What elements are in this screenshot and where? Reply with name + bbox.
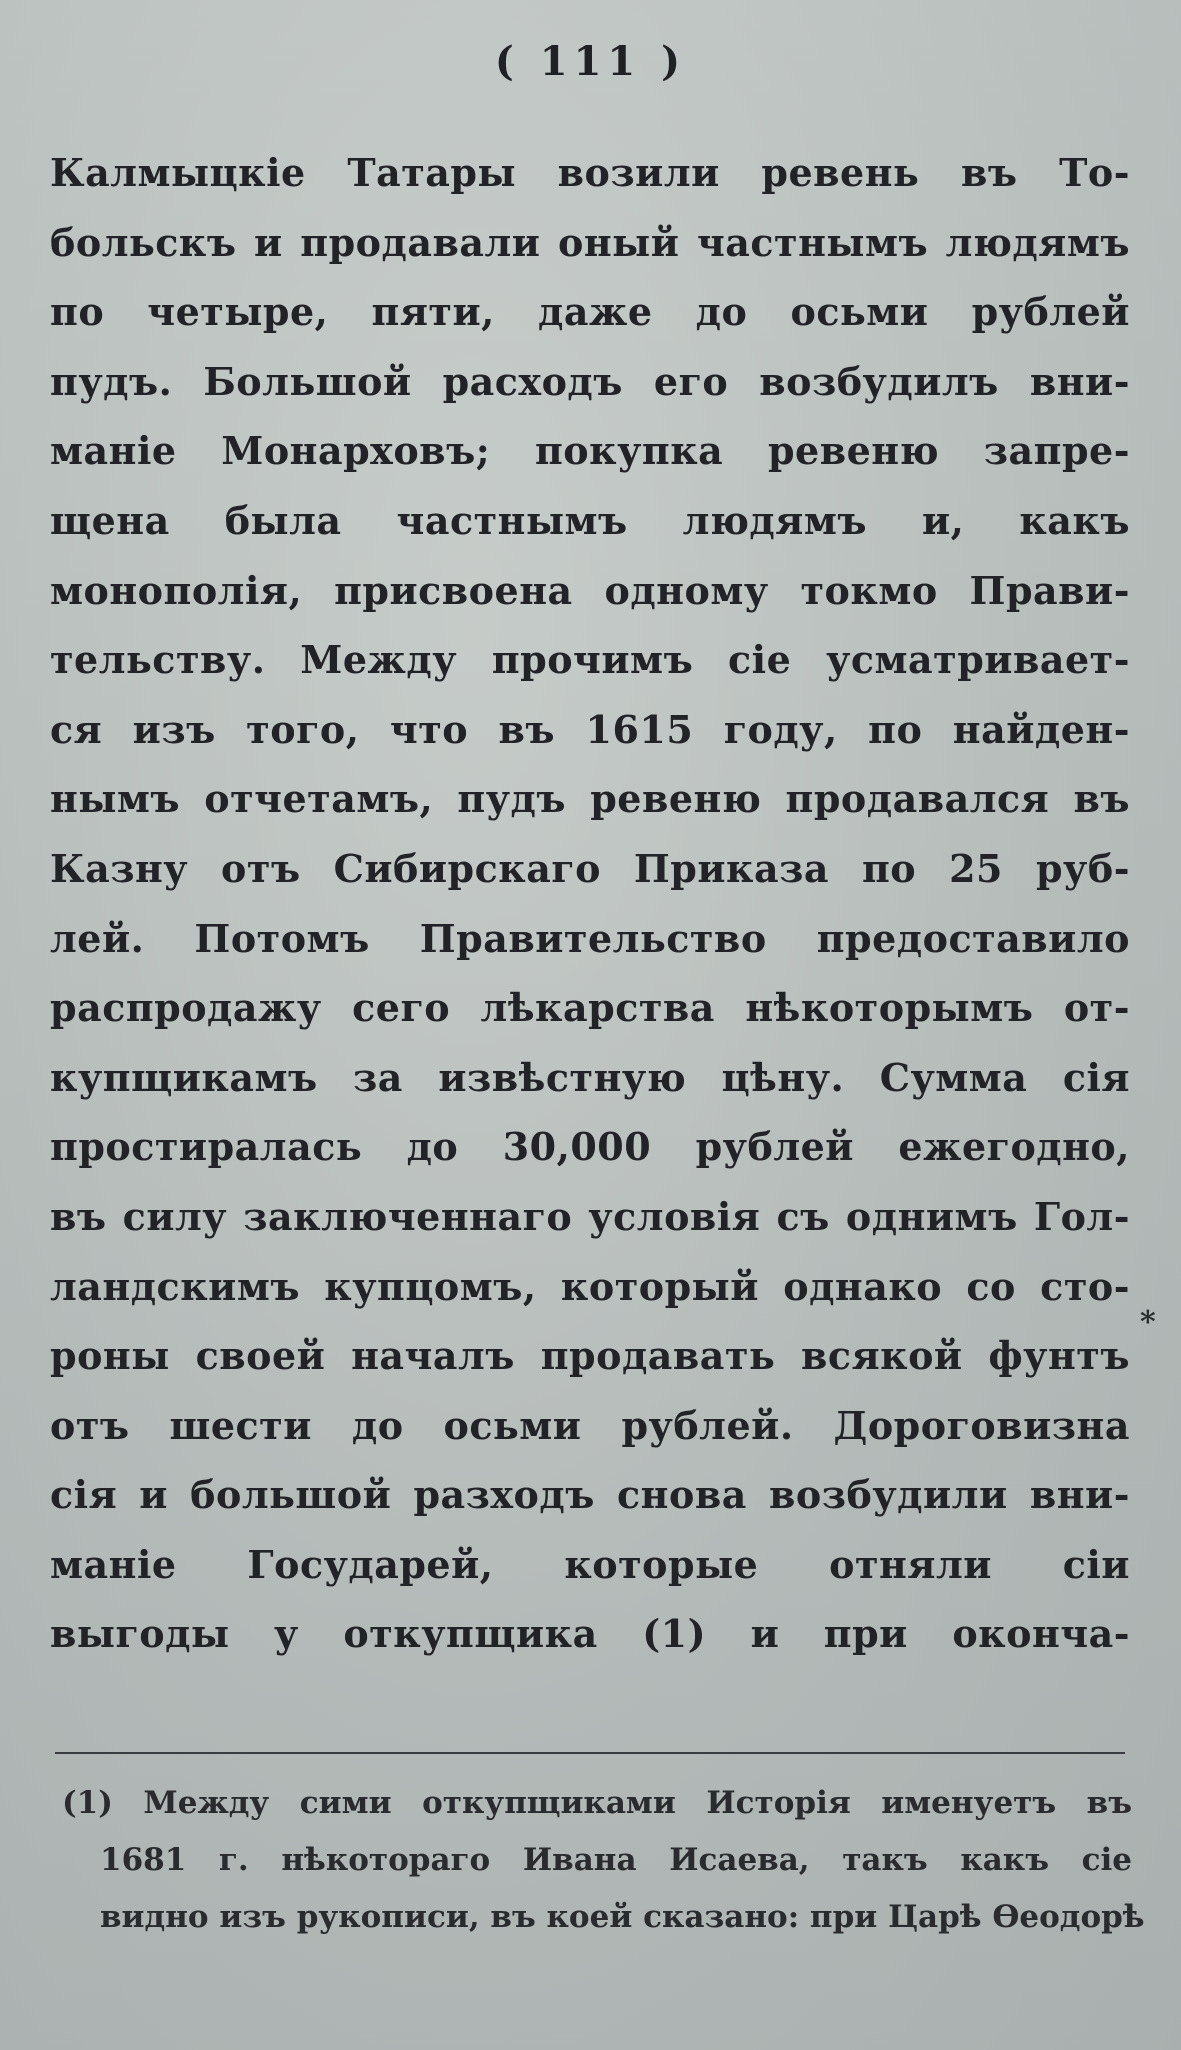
text-line: отъ шести до осьми рублей. Дороговизна	[50, 1402, 1130, 1448]
text-line: маніе Государей, которые отняли сіи	[50, 1541, 1130, 1587]
text-line: тельству. Между прочимъ сіе усматривает-	[50, 637, 1130, 683]
text-line: щена была частнымъ людямъ и, какъ	[50, 497, 1130, 543]
text-line: Казну отъ Сибирскаго Приказа по 25 руб-	[50, 845, 1130, 891]
footnote-line: видно изъ рукописи, въ коей сказано: при Царѣ Ѳеодорѣ	[100, 1899, 1145, 1935]
footnote-block	[62, 1775, 1145, 1946]
text-line: ландскимъ купцомъ, который однако со сто-	[50, 1263, 1130, 1309]
text-line: ся изъ того, что въ 1615 году, по найден-	[50, 706, 1130, 752]
text-line: по четыре, пяти, даже до осьми рублей	[50, 289, 1130, 335]
text-line: пудъ. Большой расходъ его возбудилъ вни-	[50, 358, 1130, 404]
text-line: выгоды у откупщика (1) и при оконча-	[50, 1611, 1130, 1657]
text-line: въ силу заключеннаго условія съ однимъ Гол-	[50, 1193, 1130, 1239]
text-line: монополія, присвоена одному токмо Прави-	[50, 567, 1130, 613]
text-line: простиралась до 30,000 рублей ежегодно,	[50, 1124, 1130, 1170]
text-line: больскъ и продавали оный частнымъ людямъ	[50, 219, 1130, 265]
footnote-line: (1) Между сими откупщиками Исторія именуетъ въ	[62, 1785, 1132, 1821]
page-number: ( 111 )	[494, 38, 687, 85]
text-line: распродажу сего лѣкарства нѣкоторымъ от-	[50, 985, 1130, 1031]
text-line: купщикамъ за извѣстную цѣну. Сумма сія	[50, 1054, 1130, 1100]
footnote-divider	[55, 1752, 1125, 1754]
text-line: Калмыцкіе Татары возили ревень въ То-	[50, 150, 1130, 195]
text-line: роны своей началъ продавать всякой фунтъ	[50, 1333, 1130, 1379]
text-line: лей. Потомъ Правительство предоставило	[50, 915, 1130, 961]
text-line: сія и большой разходъ снова возбудили вни-	[50, 1472, 1130, 1518]
text-line: маніе Монарховъ; покупка ревеню запре-	[50, 428, 1130, 474]
footnote-line: 1681 г. нѣкотораго Ивана Исаева, такъ какъ сіе	[100, 1842, 1132, 1878]
main-text-block	[50, 138, 1130, 1669]
margin-mark: *	[1140, 1305, 1156, 1340]
text-line: нымъ отчетамъ, пудъ ревеню продавался въ	[50, 776, 1130, 822]
